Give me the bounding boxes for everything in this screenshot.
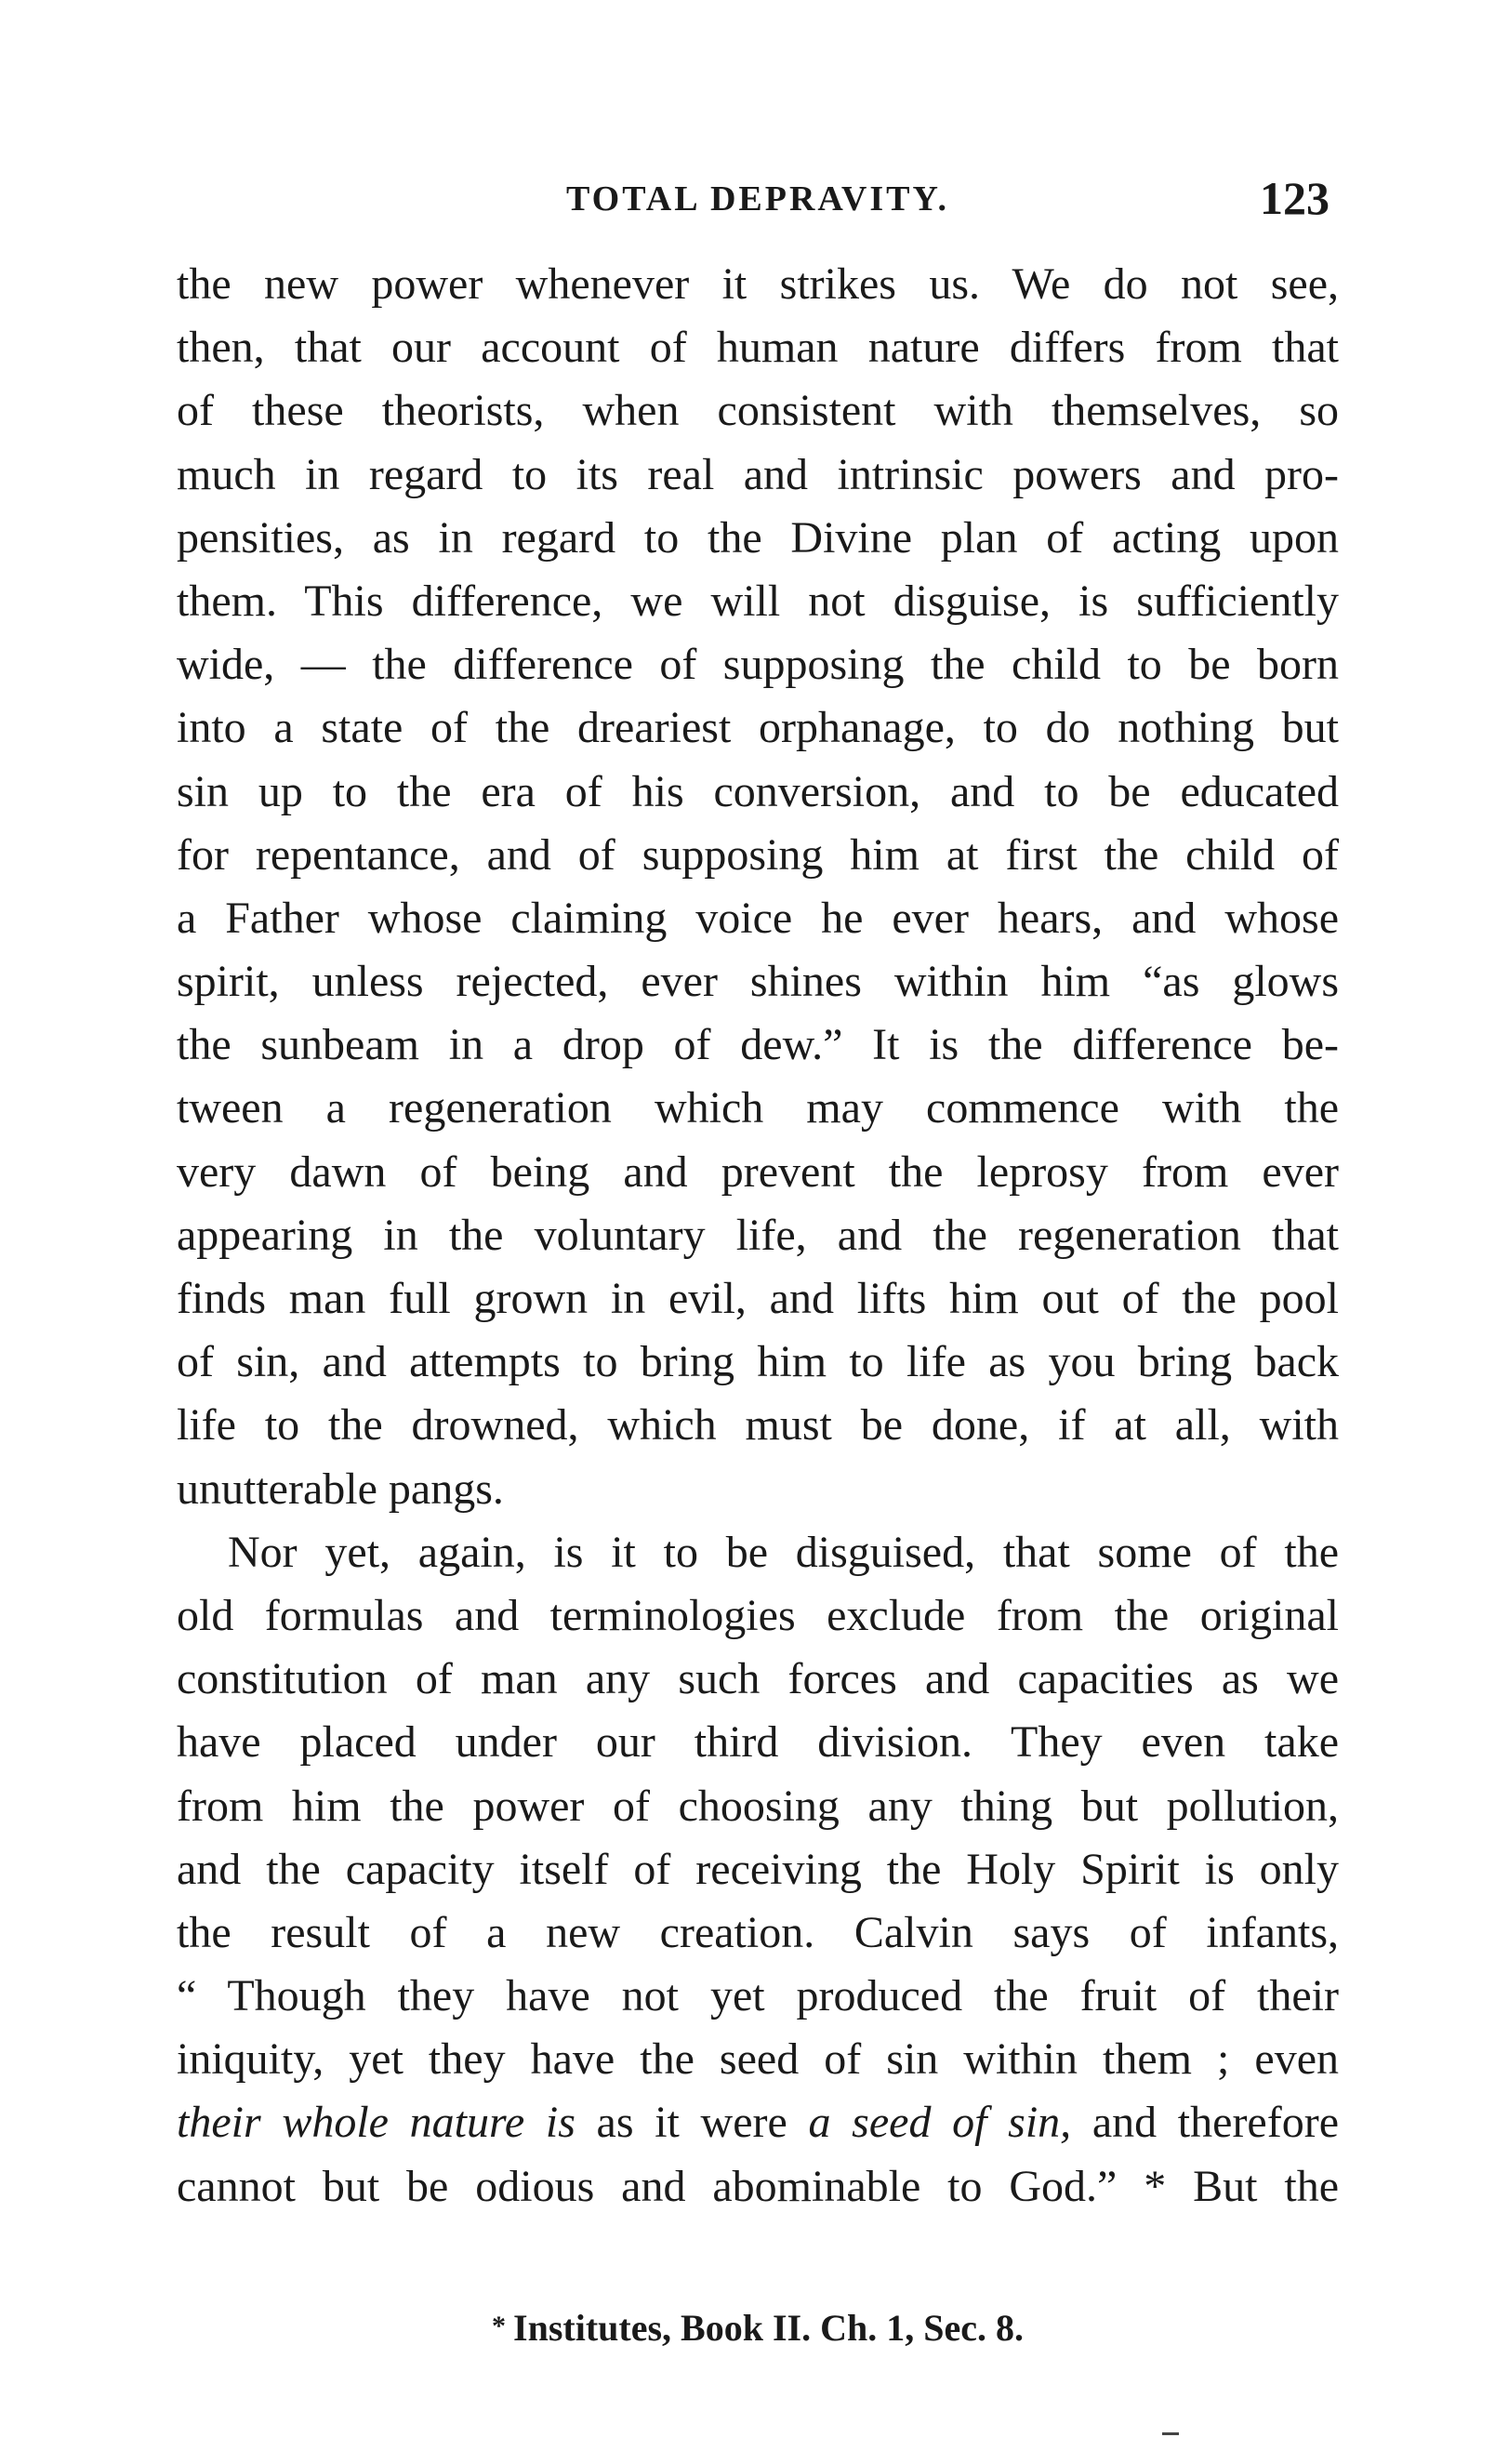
text-line: the sunbeam in a drop of dew.” It is the difference be- (177, 1020, 1339, 1070)
italic-phrase: a seed of sin, (808, 2098, 1072, 2148)
text-line: much in regard to its real and intrinsic powers and pro- (177, 449, 1339, 499)
running-head: TOTAL DEPRAVITY. (566, 179, 949, 219)
text-line: the new power whenever it strikes us. We do not see, (177, 259, 1339, 309)
text-line: pensities, as in regard to the Divine plan of acting upon (177, 512, 1339, 563)
text-line: them. This difference, we will not disguise, is sufficiently (177, 576, 1339, 626)
text-line: the result of a new creation. Calvin says of infants, (177, 1907, 1339, 1957)
italic-phrase: their whole nature is (177, 2098, 576, 2148)
text-line: have placed under our third division. They even take (177, 1717, 1339, 1768)
text-line: “ Though they have not yet produced the fruit of their (177, 1971, 1339, 2021)
text-line: appearing in the voluntary life, and the regeneration that (177, 1210, 1339, 1260)
text-line: very dawn of being and prevent the leprosy from ever (177, 1146, 1339, 1197)
text-line: wide, — the difference of supposing the child to be born (177, 640, 1339, 690)
text-line: into a state of the dreariest orphanage, to do nothing but (177, 703, 1339, 753)
text-segment: and therefore (1071, 2098, 1340, 2148)
paragraph-start-line: Nor yet, again, is it to be disguised, that some of the (228, 1527, 1339, 1577)
text-line: tween a regeneration which may commence with the (177, 1083, 1339, 1133)
text-line: constitution of man any such forces and capacities as we (177, 1654, 1339, 1704)
page-header (177, 172, 1339, 234)
footnote-text: Institutes, Book II. Ch. 1, Sec. 8. (513, 2307, 1024, 2349)
footnote (177, 2306, 1339, 2350)
text-line: of these theorists, when consistent with themselves, so (177, 386, 1339, 436)
body-text (177, 253, 1339, 2219)
text-line-mixed (177, 2091, 1339, 2154)
decorative-dash (1162, 2432, 1179, 2435)
text-line: then, that our account of human nature differs from that (177, 323, 1339, 373)
text-line: old formulas and terminologies exclude from the original (177, 1590, 1339, 1640)
text-segment: as it were (575, 2098, 809, 2148)
text-line: finds man full grown in evil, and lifts him out of the pool (177, 1274, 1339, 1323)
footnote-mark: * (492, 2311, 507, 2341)
text-line: sin up to the era of his conversion, and to be educated (177, 766, 1339, 816)
text-line: and the capacity itself of receiving the Holy Spirit is only (177, 1844, 1339, 1894)
text-line: for repentance, and of supposing him at first the child of (177, 829, 1339, 880)
text-line: life to the drowned, which must be done, if at all, with (177, 1400, 1339, 1451)
page-number: 123 (1260, 172, 1330, 224)
text-line: cannot but be odious and abominable to God.” * But the (177, 2161, 1339, 2211)
text-line: a Father whose claiming voice he ever hears, and whose (177, 893, 1339, 943)
text-line: spirit, unless rejected, ever shines within him “as glows (177, 957, 1339, 1007)
text-line: iniquity, yet they have the seed of sin within them ; even (177, 2034, 1339, 2085)
paragraph-end-line: unutterable pangs. (177, 1464, 504, 1514)
text-line: of sin, and attempts to bring him to life as you bring back (177, 1337, 1339, 1387)
text-line: from him the power of choosing any thing but pollution, (177, 1781, 1339, 1831)
